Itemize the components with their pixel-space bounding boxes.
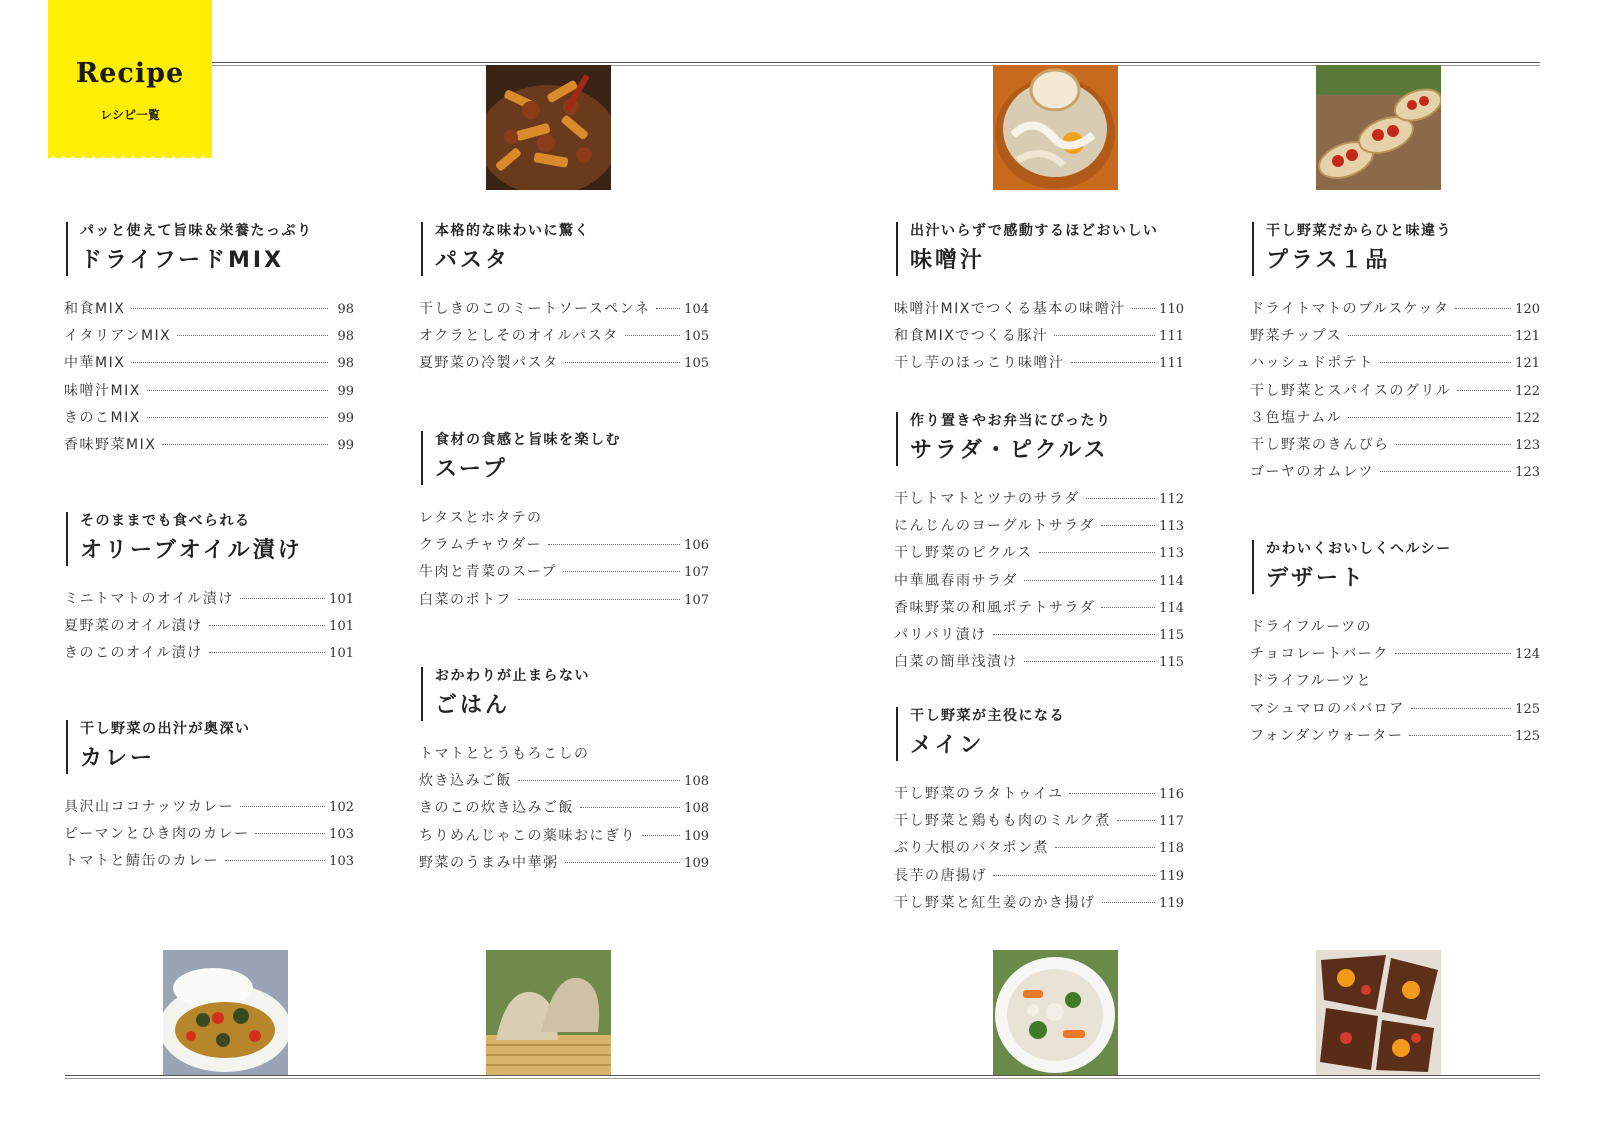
- section-miso-soup: [894, 222, 1184, 380]
- page-number: 107: [684, 592, 709, 608]
- recipe-entry[interactable]: [894, 837, 1184, 864]
- page-number: 114: [1159, 600, 1184, 616]
- section-title: パスタ: [435, 248, 511, 273]
- recipe-name: 炊き込みご飯: [419, 773, 512, 790]
- recipe-name: マシュマロのババロア: [1250, 700, 1405, 717]
- recipe-name: 野菜のうまみ中華粥: [419, 854, 559, 871]
- recipe-entry[interactable]: [419, 507, 709, 534]
- recipe-entry[interactable]: [419, 325, 709, 352]
- recipe-entry[interactable]: [1250, 698, 1540, 725]
- page-number: 115: [1159, 627, 1184, 643]
- dot-leader: [1117, 820, 1155, 821]
- page-number: 125: [1515, 728, 1540, 744]
- page-number: 122: [1515, 383, 1540, 399]
- dot-leader: [642, 835, 680, 836]
- recipe-name: 干し野菜のラタトゥイユ: [894, 786, 1064, 802]
- section-title: スープ: [435, 457, 508, 482]
- recipe-name: 中華風春雨サラダ: [894, 572, 1018, 589]
- page-number: 120: [1515, 302, 1540, 317]
- section-salad-pickles: [894, 412, 1184, 678]
- page-number: 98: [337, 302, 354, 317]
- recipe-name: ドライフルーツと: [1250, 673, 1373, 690]
- recipe-entry[interactable]: [64, 642, 354, 669]
- page-subtitle: レシピ一覧: [100, 108, 160, 122]
- section-lead: 干し野菜だからひと味違う: [1266, 223, 1452, 239]
- page-number: 99: [337, 410, 354, 426]
- section-lead: かわいくおいしくヘルシー: [1266, 541, 1452, 557]
- page-number: 105: [684, 329, 709, 345]
- dot-leader: [1348, 335, 1511, 336]
- bruschetta-photo: [1316, 65, 1441, 190]
- recipe-list: [1250, 298, 1540, 488]
- recipe-entry[interactable]: [64, 850, 354, 877]
- recipe-list: [894, 783, 1184, 919]
- page-number: 113: [1159, 519, 1184, 535]
- recipe-name: 干し野菜のきんぴら: [1250, 436, 1390, 453]
- dot-leader: [1039, 552, 1156, 553]
- section-lead: そのままでも食べられる: [80, 513, 251, 529]
- recipe-name: チョコレートバーク: [1250, 646, 1389, 663]
- onigiri-photo: [486, 950, 611, 1075]
- page-number: 106: [684, 538, 709, 554]
- recipe-name: イタリアンMIX: [64, 328, 172, 345]
- page-number: 123: [1515, 465, 1540, 481]
- recipe-entry[interactable]: [1250, 643, 1540, 670]
- recipe-entry[interactable]: [1250, 325, 1540, 352]
- recipe-name: 香味野菜の和風ポテトサラダ: [894, 599, 1096, 616]
- dot-leader: [131, 308, 328, 309]
- page-number: 118: [1159, 841, 1184, 857]
- recipe-entry[interactable]: [894, 651, 1184, 678]
- recipe-name: きのこのオイル漬け: [64, 645, 203, 662]
- section-drymix: [64, 222, 354, 461]
- recipe-entry[interactable]: [1250, 461, 1540, 488]
- recipe-entry[interactable]: [1250, 434, 1540, 461]
- recipe-name: クラムチャウダー: [419, 537, 543, 554]
- page-number: 99: [337, 437, 354, 453]
- section-title: ごはん: [435, 693, 511, 718]
- recipe-name: 干し野菜と鶏もも肉のミルク煮: [894, 813, 1111, 830]
- recipe-entry[interactable]: [894, 542, 1184, 569]
- recipe-entry[interactable]: [419, 534, 709, 561]
- section-title: ドライフードMIX: [80, 248, 285, 273]
- recipe-list: [894, 488, 1184, 678]
- recipe-entry[interactable]: [419, 770, 709, 797]
- section-plus-one: [1250, 222, 1540, 488]
- page-number: 111: [1159, 329, 1184, 345]
- section-olive-oil: [64, 512, 354, 670]
- recipe-name: きのこMIX: [64, 409, 141, 426]
- dot-leader: [225, 860, 325, 861]
- dot-leader: [1054, 335, 1155, 336]
- badge-zigzag-edge: [48, 148, 212, 158]
- recipe-entry[interactable]: [64, 434, 354, 461]
- dot-leader: [255, 833, 325, 834]
- page-number: 121: [1515, 356, 1540, 372]
- section-title: カレー: [80, 746, 156, 771]
- recipe-entry[interactable]: [419, 589, 709, 616]
- miso-soup-photo: [993, 65, 1118, 190]
- recipe-entry[interactable]: [894, 298, 1184, 325]
- recipe-name: トマトととうもろこしの: [419, 746, 590, 762]
- recipe-name: きのこの炊き込みご飯: [419, 800, 574, 817]
- recipe-entry[interactable]: [1250, 407, 1540, 434]
- recipe-entry[interactable]: [1250, 670, 1540, 697]
- dot-leader: [177, 335, 328, 336]
- recipe-list: [894, 298, 1184, 380]
- recipe-name: 白菜のポトフ: [419, 591, 512, 608]
- recipe-name: 干し芋のほっこり味噌汁: [894, 355, 1065, 372]
- dot-leader: [147, 417, 328, 418]
- recipe-name: ピーマンとひき肉のカレー: [64, 826, 250, 843]
- recipe-entry[interactable]: [894, 597, 1184, 624]
- dot-leader: [993, 875, 1155, 876]
- page-number: 125: [1515, 701, 1540, 717]
- recipe-name: 干し野菜と紅生姜のかき揚げ: [894, 894, 1096, 911]
- recipe-entry[interactable]: [894, 783, 1184, 810]
- recipe-name: ゴーヤのオムレツ: [1250, 464, 1374, 481]
- recipe-entry[interactable]: [64, 615, 354, 642]
- dot-leader: [1395, 653, 1511, 654]
- recipe-entry[interactable]: [1250, 616, 1540, 643]
- recipe-name: にんじんのヨーグルトサラダ: [894, 518, 1095, 535]
- recipe-entry[interactable]: [64, 380, 354, 407]
- recipe-list: [419, 743, 709, 879]
- recipe-name: 味噌汁MIX: [64, 382, 141, 399]
- recipe-name: ハッシュドポテト: [1250, 355, 1374, 372]
- dot-leader: [1457, 390, 1511, 391]
- recipe-entry[interactable]: [419, 561, 709, 588]
- section-lead: おかわりが止まらない: [435, 668, 590, 684]
- recipe-name: ミニトマトのオイル漬け: [64, 591, 234, 607]
- recipe-list: [419, 507, 709, 616]
- dot-leader: [565, 362, 681, 363]
- section-lead: パッと使えて旨味＆栄養たっぷり: [80, 223, 313, 239]
- page-number: 112: [1159, 492, 1184, 507]
- recipe-entry[interactable]: [419, 825, 709, 852]
- dot-leader: [1071, 362, 1156, 363]
- page-number: 121: [1515, 329, 1540, 345]
- recipe-entry[interactable]: [894, 810, 1184, 837]
- recipe-entry[interactable]: [419, 352, 709, 379]
- dot-leader: [565, 862, 681, 863]
- recipe-entry[interactable]: [894, 865, 1184, 892]
- section-lead: 食材の食感と旨味を楽しむ: [435, 432, 621, 448]
- recipe-list: [64, 588, 354, 670]
- section-title: プラス１品: [1266, 248, 1391, 273]
- recipe-name: 干し野菜のピクルス: [894, 545, 1033, 562]
- recipe-name: 和食MIX: [64, 301, 126, 317]
- recipe-name: ぶり大根のバタポン煮: [894, 840, 1049, 857]
- dot-leader: [131, 362, 328, 363]
- section-title: メイン: [910, 733, 985, 758]
- dot-leader: [1086, 498, 1155, 499]
- recipe-entry[interactable]: [894, 624, 1184, 651]
- page-number: 123: [1515, 437, 1540, 453]
- page-number: 101: [329, 619, 354, 635]
- page-number: 99: [337, 383, 354, 399]
- recipe-name: レタスとホタテの: [419, 510, 543, 526]
- dot-leader: [209, 625, 325, 626]
- recipe-name: 味噌汁MIXでつくる基本の味噌汁: [894, 301, 1126, 317]
- page-number: 111: [1159, 356, 1184, 372]
- section-rice: [419, 667, 709, 879]
- recipe-name: オクラとしそのオイルパスタ: [419, 328, 619, 345]
- recipe-entry[interactable]: [64, 588, 354, 615]
- recipe-entry[interactable]: [64, 325, 354, 352]
- page-number: 104: [684, 302, 709, 317]
- recipe-name: 干しきのこのミートソースペンネ: [419, 301, 651, 317]
- dot-leader: [1069, 793, 1155, 794]
- curry-photo: [163, 950, 288, 1075]
- page-number: 114: [1159, 573, 1184, 589]
- recipe-entry[interactable]: [894, 515, 1184, 542]
- dot-leader: [1380, 362, 1511, 363]
- chocolate-bark-photo: [1316, 950, 1441, 1075]
- pasta-photo: [486, 65, 611, 190]
- dot-leader: [563, 571, 680, 572]
- bottom-rule: [65, 1075, 1540, 1076]
- recipe-name: 中華MIX: [64, 355, 126, 372]
- page-title: Recipe: [75, 58, 185, 89]
- recipe-name: 白菜の簡単浅漬け: [894, 654, 1018, 671]
- dot-leader: [147, 390, 328, 391]
- recipe-entry[interactable]: [64, 352, 354, 379]
- dot-leader: [580, 807, 680, 808]
- dot-leader: [1024, 580, 1155, 581]
- recipe-name: 長芋の唐揚げ: [894, 867, 987, 884]
- dot-leader: [162, 444, 328, 445]
- recipe-list: [64, 298, 354, 461]
- dot-leader: [1380, 471, 1511, 472]
- page-number: 119: [1159, 895, 1184, 911]
- recipe-entry[interactable]: [64, 407, 354, 434]
- dot-leader: [1101, 607, 1155, 608]
- page-number: 101: [329, 646, 354, 662]
- page-number: 107: [684, 565, 709, 581]
- bottom-rule-2: [65, 1078, 1540, 1079]
- page-number: 109: [684, 855, 709, 871]
- page-number: 102: [329, 800, 354, 815]
- section-lead: 作り置きやお弁当にぴったり: [910, 413, 1112, 429]
- dot-leader: [1024, 661, 1155, 662]
- page-number: 101: [329, 592, 354, 607]
- recipe-name: 夏野菜の冷製パスタ: [419, 355, 559, 372]
- section-title: サラダ・ピクルス: [910, 438, 1109, 463]
- recipe-entry[interactable]: [1250, 298, 1540, 325]
- dot-leader: [993, 634, 1156, 635]
- recipe-name: 夏野菜のオイル漬け: [64, 618, 203, 635]
- page-number: 108: [684, 774, 709, 790]
- page-number: 103: [329, 827, 354, 843]
- page-number: 115: [1159, 655, 1184, 671]
- section-lead: 干し野菜の出汁が奥深い: [80, 721, 251, 737]
- dot-leader: [548, 544, 680, 545]
- section-curry: [64, 720, 354, 878]
- section-pasta: [419, 222, 709, 380]
- recipe-entry[interactable]: [894, 352, 1184, 379]
- dot-leader: [1455, 308, 1511, 309]
- section-lead: 干し野菜が主役になる: [910, 708, 1065, 724]
- section-title: 味噌汁: [910, 248, 986, 273]
- page-number: 103: [329, 854, 354, 870]
- recipe-name: ドライトマトのブルスケッタ: [1250, 301, 1450, 317]
- recipe-entry[interactable]: [64, 796, 354, 823]
- page-number: 116: [1159, 787, 1184, 802]
- section-lead: 本格的な味わいに驚く: [435, 223, 590, 239]
- stew-photo: [993, 950, 1118, 1075]
- recipe-name: 牛肉と青菜のスープ: [419, 564, 558, 581]
- section-title: デザート: [1266, 566, 1367, 591]
- dot-leader: [625, 335, 681, 336]
- recipe-list: [1250, 616, 1540, 752]
- recipe-name: 香味野菜MIX: [64, 436, 157, 453]
- recipe-entry[interactable]: [1250, 352, 1540, 379]
- recipe-name: 具沢山ココナッツカレー: [64, 799, 235, 815]
- dot-leader: [1409, 735, 1511, 736]
- recipe-name: 和食MIXでつくる豚汁: [894, 328, 1049, 345]
- recipe-name: ドライフルーツの: [1250, 619, 1373, 635]
- recipe-name: フォンダンウォーター: [1250, 727, 1404, 744]
- dot-leader: [240, 806, 325, 807]
- dot-leader: [1396, 444, 1512, 445]
- recipe-entry[interactable]: [894, 570, 1184, 597]
- recipe-name: ３色塩ナムル: [1250, 409, 1343, 426]
- dot-leader: [1348, 417, 1511, 418]
- section-lead: 出汁いらずで感動するほどおいしい: [910, 223, 1159, 239]
- dot-leader: [1132, 308, 1155, 309]
- recipe-entry[interactable]: [1250, 380, 1540, 407]
- section-soup: [419, 431, 709, 616]
- page-number: 110: [1159, 302, 1184, 317]
- recipe-entry[interactable]: [894, 325, 1184, 352]
- recipe-entry[interactable]: [419, 852, 709, 879]
- dot-leader: [656, 308, 680, 309]
- recipe-name: トマトと鯖缶のカレー: [64, 853, 219, 870]
- page-number: 98: [337, 329, 354, 345]
- dot-leader: [1055, 847, 1155, 848]
- page-number: 117: [1159, 814, 1184, 830]
- dot-leader: [1102, 902, 1156, 903]
- page-number: 109: [684, 828, 709, 844]
- recipe-name: 干し野菜とスパイスのグリル: [1250, 382, 1452, 399]
- recipe-entry[interactable]: [894, 488, 1184, 515]
- recipe-list: [419, 298, 709, 380]
- dot-leader: [1411, 708, 1511, 709]
- recipe-name: 野菜チップス: [1250, 328, 1343, 345]
- page-number: 122: [1515, 410, 1540, 426]
- recipe-entry[interactable]: [894, 892, 1184, 919]
- page-number: 98: [337, 356, 354, 372]
- section-main: [894, 707, 1184, 919]
- recipe-entry[interactable]: [1250, 725, 1540, 752]
- page-number: 105: [684, 356, 709, 372]
- recipe-name: ちりめんじゃこの薬味おにぎり: [419, 827, 636, 844]
- page-number: 113: [1159, 546, 1184, 562]
- dot-leader: [240, 598, 325, 599]
- section-title: オリーブオイル漬け: [80, 538, 303, 563]
- recipe-entry[interactable]: [419, 797, 709, 824]
- page-number: 108: [684, 801, 709, 817]
- recipe-entry[interactable]: [64, 823, 354, 850]
- recipe-entry[interactable]: [419, 298, 709, 325]
- dot-leader: [1101, 525, 1155, 526]
- recipe-list: [64, 796, 354, 878]
- recipe-entry[interactable]: [64, 298, 354, 325]
- dot-leader: [518, 599, 681, 600]
- page-number: 119: [1159, 868, 1184, 884]
- recipe-name: パリパリ漬け: [894, 626, 987, 643]
- page-number: 124: [1515, 647, 1540, 663]
- dot-leader: [209, 652, 325, 653]
- section-dessert: [1250, 540, 1540, 752]
- recipe-entry[interactable]: [419, 743, 709, 770]
- recipe-name: 干しトマトとツナのサラダ: [894, 491, 1080, 507]
- top-rule: [212, 62, 1540, 63]
- dot-leader: [518, 780, 680, 781]
